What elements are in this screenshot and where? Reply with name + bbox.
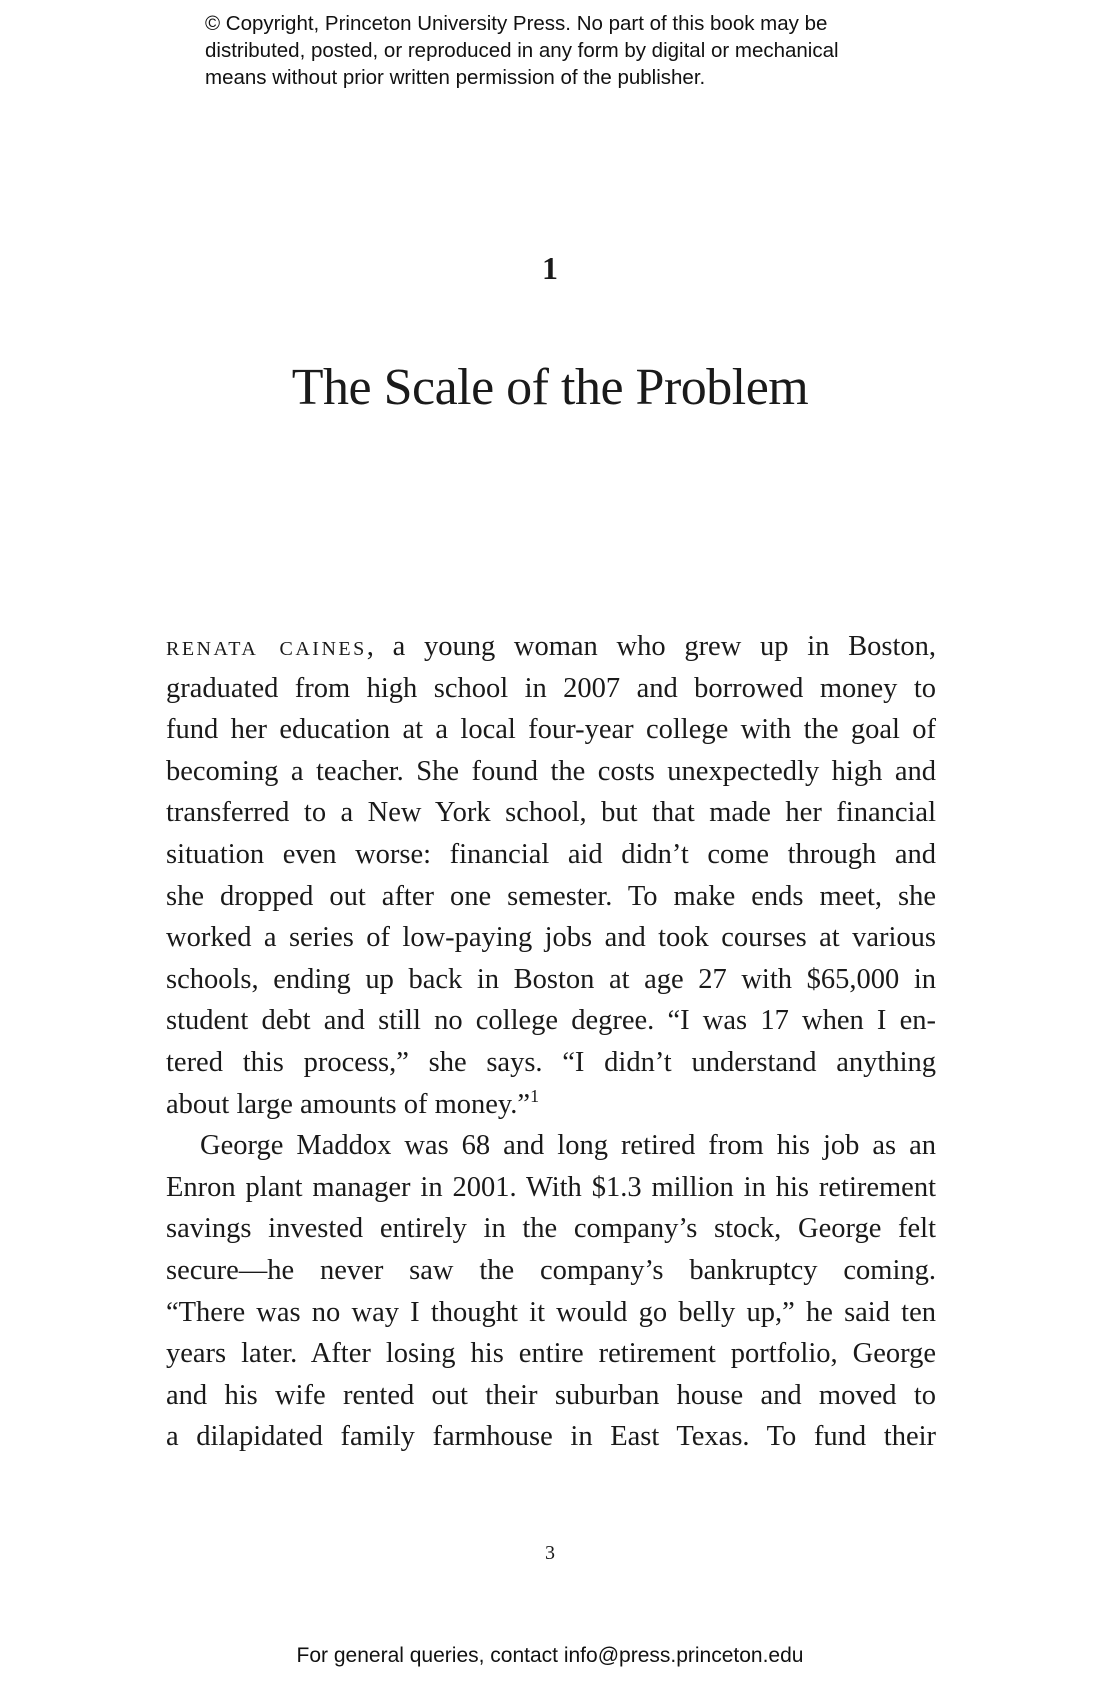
text-line: and his wife rented out their suburban house and moved to xyxy=(166,1379,936,1411)
text-line: student debt and still no college degree. “I was 17 when I en- xyxy=(166,1005,936,1037)
text-line: becoming a teacher. She found the costs unexpectedly high and xyxy=(166,755,936,787)
page-number: 3 xyxy=(545,1542,555,1564)
chapter-title: The Scale of the Problem xyxy=(291,359,809,416)
text-line: secure—he never saw the company’s bankruptcy coming. xyxy=(166,1254,936,1286)
copyright-line: © Copyright, Princeton University Press. No part of this book may be xyxy=(205,12,828,35)
text-line: schools, ending up back in Boston at age 27 with $65,000 in xyxy=(166,963,936,995)
text-line: fund her education at a local four-year college with the goal of xyxy=(166,714,936,746)
text-line: “There was no way I thought it would go belly up,” he said ten xyxy=(166,1296,936,1328)
footnote-marker: 1 xyxy=(530,1085,540,1106)
text-line: situation even worse: financial aid didn’t come through and xyxy=(166,838,936,870)
body-text xyxy=(166,626,936,1458)
text-line: tered this process,” she says. “I didn’t understand anything xyxy=(166,1046,936,1078)
text-line xyxy=(166,1084,936,1126)
text-line: George Maddox was 68 and long retired from his job as an xyxy=(200,1130,936,1162)
lead-in-name: renata caines xyxy=(166,631,367,662)
text-fragment: about large amounts of money.” xyxy=(166,1088,531,1120)
text-line: graduated from high school in 2007 and borrowed money to xyxy=(166,672,936,704)
text-line: Enron plant manager in 2001. With $1.3 million in his retirement xyxy=(166,1171,936,1203)
text-line: she dropped out after one semester. To make ends meet, she xyxy=(166,880,936,912)
text-line xyxy=(166,626,936,668)
text-line: a dilapidated family farmhouse in East Texas. To fund their xyxy=(166,1421,936,1453)
paragraph xyxy=(166,626,936,1125)
chapter-number: 1 xyxy=(542,250,558,286)
text-line: worked a series of low-paying jobs and took courses at various xyxy=(166,922,936,954)
text-line: years later. After losing his entire retirement portfolio, George xyxy=(166,1338,936,1370)
text-line: transferred to a New York school, but that made her financial xyxy=(166,797,936,829)
paragraph xyxy=(166,1125,936,1458)
text-line: savings invested entirely in the company’s stock, George felt xyxy=(166,1213,936,1245)
copyright-notice xyxy=(205,10,925,91)
text-fragment: , a young woman who grew up in Boston, xyxy=(366,631,936,662)
copyright-line: distributed, posted, or reproduced in any form by digital or mechanical xyxy=(205,39,839,62)
copyright-line: means without prior written permission of the publisher. xyxy=(205,66,706,89)
footer-contact: For general queries, contact info@press.princeton.edu xyxy=(296,1644,804,1667)
